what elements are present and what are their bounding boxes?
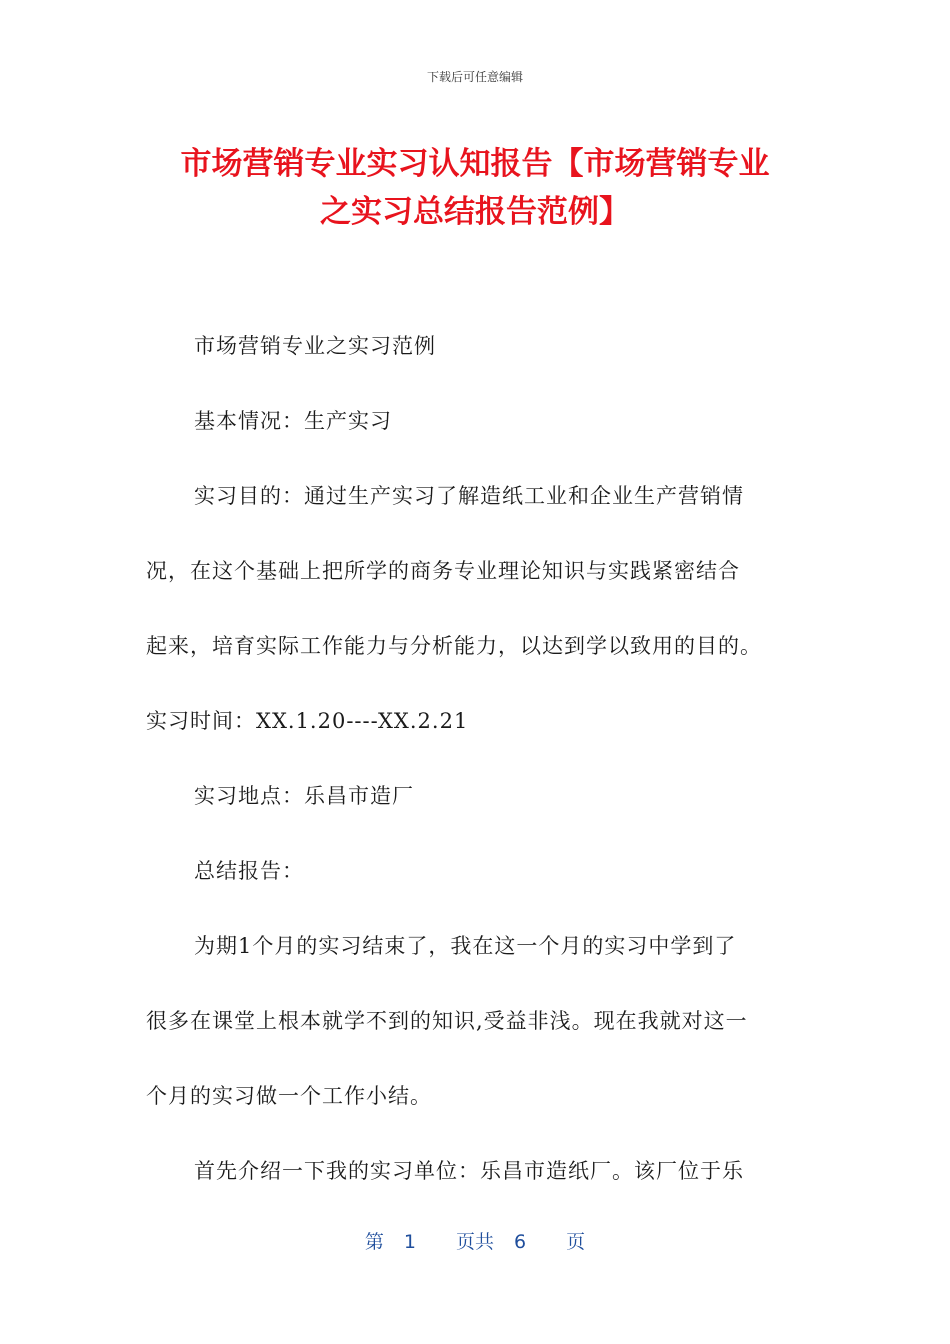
paragraph: 市场营销专业之实习范例: [194, 334, 436, 358]
title-line-2: 之实习总结报告范例】: [320, 194, 630, 230]
paragraph: 个月的实习做一个工作小结。: [146, 1084, 432, 1108]
paragraph: 实习地点：乐昌市造厂: [194, 784, 414, 808]
paragraph: 实习时间：XX.1.20----XX.2.21: [146, 709, 469, 733]
footer-prefix: 第: [364, 1231, 384, 1253]
title-line-1: 市场营销专业实习认知报告【市场营销专业: [180, 146, 770, 182]
paragraph: 很多在课堂上根本就学不到的知识,受益非浅。现在我就对这一: [146, 1009, 748, 1033]
total-page-count: 6: [514, 1231, 527, 1253]
footer-suffix: 页: [566, 1231, 586, 1253]
paragraph: 首先介绍一下我的实习单位：乐昌市造纸厂。该厂位于乐: [194, 1159, 744, 1183]
paragraph: 实习目的：通过生产实习了解造纸工业和企业生产营销情: [194, 484, 744, 508]
current-page-number: 1: [403, 1231, 416, 1253]
footer-middle: 页共: [455, 1231, 494, 1253]
paragraph: 总结报告：: [194, 859, 304, 883]
paragraph: 基本情况：生产实习: [194, 409, 392, 433]
header-note: 下载后可任意编辑: [426, 70, 523, 84]
paragraph: 为期1个月的实习结束了，我在这一个月的实习中学到了: [194, 934, 737, 958]
paragraph: 况，在这个基础上把所学的商务专业理论知识与实践紧密结合: [146, 559, 740, 583]
document-title: [120, 140, 830, 236]
paragraph: 起来，培育实际工作能力与分析能力，以达到学以致用的目的。: [146, 634, 762, 658]
page-footer: [0, 1227, 950, 1254]
